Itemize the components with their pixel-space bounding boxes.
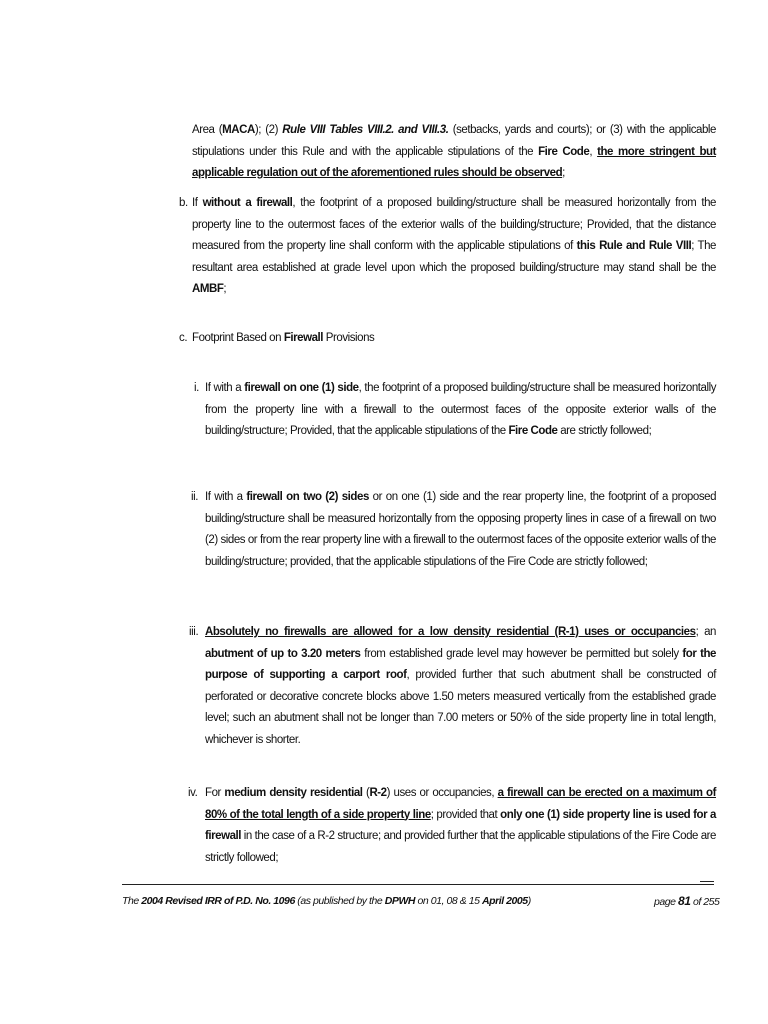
page-number: page 81 of 255 — [654, 894, 720, 908]
item-iii-marker: iii. — [189, 626, 199, 638]
item-b-paragraph: If without a firewall, the footprint of a proposed building/structure shall be measured horizontally from the property line to the outermost faces of the exterior walls of the building/structure; Provided, that the distance measured from the property line shall conform with the applicable stipulations of this Rule and Rule VIII; The resultant area established at grade level upon which the proposed building/structure may stand shall be the AMBF; — [192, 197, 717, 295]
item-i-paragraph: If with a firewall on one (1) side, the footprint of a proposed building/structure shall be measured horizontally from the property line with a firewall to the outermost faces of the opposite exterior walls of the building/structure; Provided, that the applicable stipulations of the Fire Code are strictly followed; — [205, 382, 717, 437]
item-iii-paragraph: Absolutely no firewalls are allowed for a low density residential (R-1) uses or occupancies; an abutment of up to 3.20 meters from established grade level may however be permitted but solely for the purpose of supporting a carport roof, provided further that such abutment shall be constructed of perforated or decorative concrete blocks above 1.50 meters measured vertically from the established grade level; such an abutment shall not be longer than 7.00 meters or 50% of the side property line in total length, whichever is shorter. — [205, 626, 716, 746]
item-iv-marker: iv. — [188, 787, 198, 799]
item-i-marker: i. — [194, 382, 199, 394]
item-c-heading: Footprint Based on Firewall Provisions — [192, 332, 375, 344]
footer-left: The 2004 Revised IRR of P.D. No. 1096 (as published by the DPWH on 01, 08 & 15 April 2005) — [122, 895, 531, 907]
item-b-marker: b. — [179, 197, 188, 209]
item-c-marker: c. — [179, 332, 188, 344]
item-iv-paragraph: For medium density residential (R-2) uses or occupancies, a firewall can be erected on a maximum of 80% of the total length of a side property line; provided that only one (1) side property line is used for a firewall in the case of a R-2 structure; and provided further that the applicable stipulations of the Fire Code are strictly followed; — [205, 787, 716, 864]
footer-rule — [122, 884, 714, 885]
continuation-paragraph: Area (MACA); (2) Rule VIII Tables VIII.2. and VIII.3. (setbacks, yards and courts); or (3) with the applicable stipulations under this Rule and with the applicable stipulations of the Fire Code, the more stringent but applicable regulation out of the aforementioned rules should be observed; — [192, 124, 716, 179]
item-ii-paragraph: If with a firewall on two (2) sides or on one (1) side and the rear property line, the footprint of a proposed building/structure shall be measured horizontally from the opposing property lines in case of a firewall on two (2) sides or from the rear property line with a firewall to the outermost faces of the opposite exterior walls of the building/structure; provided, that the applicable stipulations of the Fire Code are strictly followed; — [205, 491, 717, 568]
item-ii-marker: ii. — [191, 491, 199, 503]
footer-short-rule — [700, 881, 714, 882]
